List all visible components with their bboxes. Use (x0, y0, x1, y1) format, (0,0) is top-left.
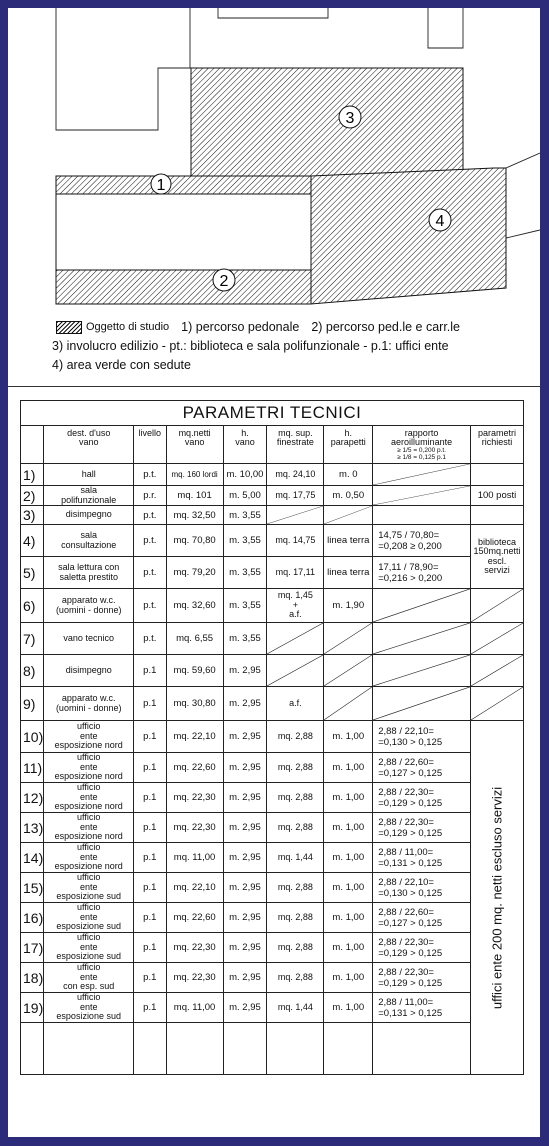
header-rapporto-sub: ≥ 1/5 = 0,200 p.t. ≥ 1/8 = 0,125 p.1 (397, 447, 447, 461)
row-number: 13) (21, 813, 44, 843)
table-row (21, 813, 524, 843)
table-row (21, 464, 524, 486)
row-number: 17) (21, 933, 44, 963)
row-destination: disimpegno (44, 655, 134, 687)
row-number: 6) (21, 589, 44, 623)
header-parametri: parametri richiesti (470, 426, 523, 464)
row-level: p.1 (134, 933, 167, 963)
row-destination: sala lettura con saletta prestito (44, 557, 134, 589)
row-ratio: 2,88 / 22,60= =0,127 > 0,125 (373, 753, 471, 783)
row-parapet (324, 623, 373, 655)
diagonal-line (373, 687, 470, 720)
row-parapet: m. 1,00 (324, 813, 373, 843)
row-number: 3) (21, 506, 44, 525)
row-area: mq. 32,60 (166, 589, 223, 623)
table-row (21, 557, 524, 589)
row-window-area: mq. 1,44 (267, 993, 324, 1023)
row-window-area: a.f. (267, 687, 324, 721)
row-destination: ufficio ente esposizione nord (44, 753, 134, 783)
row-area: mq. 160 lordi (166, 464, 223, 486)
row-destination: sala polifunzionale (44, 486, 134, 506)
row-number: 14) (21, 843, 44, 873)
param-biblioteca: biblioteca 150mq.netti escl. servizi (470, 525, 523, 589)
parameters-table (20, 400, 524, 1075)
table-row (21, 589, 524, 623)
table-row (21, 525, 524, 557)
table-row (21, 933, 524, 963)
row-ratio (373, 655, 471, 687)
param-cell (470, 623, 523, 655)
row-destination: ufficio ente esposizione sud (44, 993, 134, 1023)
row-ratio (373, 464, 471, 486)
row-area: mq. 79,20 (166, 557, 223, 589)
row-parapet: m. 1,00 (324, 843, 373, 873)
diagonal-line (373, 486, 470, 505)
row-area: mq. 22,30 (166, 813, 223, 843)
row-area: mq. 30,80 (166, 687, 223, 721)
row-height: m. 3,55 (223, 589, 267, 623)
row-parapet: m. 1,00 (324, 873, 373, 903)
row-height: m. 3,55 (223, 525, 267, 557)
row-level: p.1 (134, 813, 167, 843)
row-level: p.t. (134, 557, 167, 589)
diagonal-line (471, 655, 523, 686)
row-window-area: mq. 2,88 (267, 963, 324, 993)
row-number: 9) (21, 687, 44, 721)
row-level: p.r. (134, 486, 167, 506)
legend-item-1: 1) percorso pedonale (181, 320, 300, 334)
row-window-area: mq. 14,75 (267, 525, 324, 557)
row-ratio: 2,88 / 22,10= =0,130 > 0,125 (373, 873, 471, 903)
row-window-area (267, 506, 324, 525)
diagonal-line (373, 589, 470, 622)
row-number: 15) (21, 873, 44, 903)
empty-cell (134, 1023, 167, 1075)
row-parapet: m. 1,00 (324, 783, 373, 813)
parameters-table-wrap (20, 400, 524, 1075)
table-row (21, 903, 524, 933)
drawing-sheet (8, 8, 540, 1137)
row-area: mq. 11,00 (166, 993, 223, 1023)
row-level: p.t. (134, 623, 167, 655)
row-number: 10) (21, 721, 44, 753)
param-cell (470, 464, 523, 486)
map-label-4: 4 (435, 213, 445, 230)
empty-cell (373, 1023, 471, 1075)
table-row (21, 687, 524, 721)
row-parapet (324, 687, 373, 721)
row-height: m. 2,95 (223, 655, 267, 687)
row-level: p.1 (134, 753, 167, 783)
row-number: 1) (21, 464, 44, 486)
row-number: 8) (21, 655, 44, 687)
row-parapet (324, 506, 373, 525)
param-uffici (470, 721, 523, 1075)
table-row (21, 753, 524, 783)
row-height: m. 2,95 (223, 753, 267, 783)
row-destination: apparato w.c. (uomini - donne) (44, 589, 134, 623)
row-destination: ufficio ente esposizione sud (44, 903, 134, 933)
area-4-garden (311, 168, 506, 304)
row-ratio: 2,88 / 22,30= =0,129 > 0,125 (373, 813, 471, 843)
row-parapet: m. 1,00 (324, 753, 373, 783)
row-destination: ufficio ente esposizione nord (44, 813, 134, 843)
row-height: m. 2,95 (223, 903, 267, 933)
header-livello: livello (134, 426, 167, 464)
row-number: 5) (21, 557, 44, 589)
header-mq: mq.netti vano (166, 426, 223, 464)
row-level: p.t. (134, 589, 167, 623)
row-level: p.1 (134, 655, 167, 687)
diagonal-line (267, 623, 323, 654)
row-height: m. 2,95 (223, 993, 267, 1023)
row-area: mq. 6,55 (166, 623, 223, 655)
table-row (21, 873, 524, 903)
row-area: mq. 22,30 (166, 933, 223, 963)
row-height: m. 5,00 (223, 486, 267, 506)
row-ratio: 14,75 / 70,80= =0,208 ≥ 0,200 (373, 525, 471, 557)
row-window-area (267, 655, 324, 687)
diagonal-line (373, 623, 470, 654)
row-ratio (373, 687, 471, 721)
row-window-area: mq. 2,88 (267, 783, 324, 813)
empty-cell (223, 1023, 267, 1075)
row-destination: disimpegno (44, 506, 134, 525)
map-label-3: 3 (345, 110, 355, 127)
row-ratio: 17,11 / 78,90= =0,216 > 0,200 (373, 557, 471, 589)
row-destination: vano tecnico (44, 623, 134, 655)
row-height: m. 2,95 (223, 933, 267, 963)
row-ratio (373, 486, 471, 506)
table-row (21, 993, 524, 1023)
row-height: m. 3,55 (223, 557, 267, 589)
row-height: m. 3,55 (223, 506, 267, 525)
area-3-building (191, 68, 463, 176)
table-row (21, 506, 524, 525)
row-parapet: m. 1,00 (324, 933, 373, 963)
row-window-area: mq. 17,11 (267, 557, 324, 589)
row-level: p.t. (134, 464, 167, 486)
table-row (21, 843, 524, 873)
site-plan (8, 8, 540, 386)
row-parapet: m. 1,00 (324, 903, 373, 933)
table-row (21, 655, 524, 687)
param-cell (470, 687, 523, 721)
row-destination: ufficio ente esposizione nord (44, 721, 134, 753)
row-area: mq. 22,30 (166, 783, 223, 813)
row-destination: ufficio ente esposizione sud (44, 873, 134, 903)
row-area: mq. 101 (166, 486, 223, 506)
row-window-area (267, 623, 324, 655)
row-window-area: mq. 2,88 (267, 933, 324, 963)
row-destination: hall (44, 464, 134, 486)
row-height: m. 2,95 (223, 813, 267, 843)
empty-cell (324, 1023, 373, 1075)
legend-swatch-label: Oggetto di studio (86, 321, 170, 333)
row-area: mq. 22,10 (166, 873, 223, 903)
row-window-area: mq. 2,88 (267, 721, 324, 753)
row-parapet: m. 1,00 (324, 993, 373, 1023)
row-window-area: mq. 2,88 (267, 873, 324, 903)
row-destination: ufficio ente esposizione nord (44, 783, 134, 813)
header-dest: dest. d'uso vano (44, 426, 134, 464)
param-cell (470, 589, 523, 623)
row-number: 16) (21, 903, 44, 933)
diagonal-line (267, 655, 323, 686)
header-h: h. vano (223, 426, 267, 464)
row-level: p.1 (134, 993, 167, 1023)
param-cell (470, 506, 523, 525)
row-ratio: 2,88 / 22,30= =0,129 > 0,125 (373, 933, 471, 963)
row-parapet: m. 1,00 (324, 963, 373, 993)
legend (52, 318, 536, 375)
row-destination: ufficio ente esposizione sud (44, 933, 134, 963)
param-uffici-label: uffici ente 200 mq. netti escluso servizi (489, 786, 505, 1009)
empty-row (21, 1023, 524, 1075)
row-area: mq. 59,60 (166, 655, 223, 687)
row-level: p.t. (134, 506, 167, 525)
row-level: p.t. (134, 525, 167, 557)
row-ratio (373, 506, 471, 525)
header-num (21, 426, 44, 464)
header-rapporto-label: rapporto aeroilluminante (391, 428, 453, 447)
row-height: m. 2,95 (223, 873, 267, 903)
row-window-area: mq. 2,88 (267, 753, 324, 783)
row-area: mq. 22,60 (166, 753, 223, 783)
legend-item-3: 3) involucro edilizio - pt.: biblioteca e sala polifunzionale - p.1: uffici ente (52, 339, 449, 353)
row-level: p.1 (134, 721, 167, 753)
row-parapet: linea terra (324, 557, 373, 589)
row-number: 7) (21, 623, 44, 655)
row-height: m. 2,95 (223, 783, 267, 813)
empty-cell (267, 1023, 324, 1075)
row-area: mq. 22,60 (166, 903, 223, 933)
header-rapporto (373, 426, 471, 464)
diagonal-line (471, 623, 523, 654)
row-ratio: 2,88 / 22,30= =0,129 > 0,125 (373, 963, 471, 993)
row-parapet: linea terra (324, 525, 373, 557)
row-height: m. 3,55 (223, 623, 267, 655)
row-height: m. 2,95 (223, 963, 267, 993)
legend-item-2: 2) percorso ped.le e carr.le (311, 320, 461, 334)
row-window-area: mq. 1,44 (267, 843, 324, 873)
row-height: m. 10,00 (223, 464, 267, 486)
row-destination: ufficio ente esposizione nord (44, 843, 134, 873)
row-destination: ufficio ente con esp. sud (44, 963, 134, 993)
table-row (21, 623, 524, 655)
row-number: 19) (21, 993, 44, 1023)
row-area: mq. 22,30 (166, 963, 223, 993)
table-row (21, 963, 524, 993)
row-window-area: mq. 17,75 (267, 486, 324, 506)
table-row (21, 486, 524, 506)
row-ratio: 2,88 / 22,10= =0,130 > 0,125 (373, 721, 471, 753)
divider (8, 386, 540, 387)
empty-cell (44, 1023, 134, 1075)
diagonal-line (324, 655, 372, 686)
area-2-road (56, 270, 311, 304)
table-row (21, 783, 524, 813)
row-level: p.1 (134, 963, 167, 993)
row-area: mq. 70,80 (166, 525, 223, 557)
map-label-2: 2 (219, 273, 229, 290)
diagonal-line (324, 506, 372, 524)
map-label-1: 1 (156, 177, 166, 194)
row-level: p.1 (134, 843, 167, 873)
row-ratio: 2,88 / 22,60= =0,127 > 0,125 (373, 903, 471, 933)
row-parapet: m. 1,90 (324, 589, 373, 623)
row-window-area: mq. 1,45 + a.f. (267, 589, 324, 623)
table-title: PARAMETRI TECNICI (21, 401, 524, 426)
hatch-swatch (56, 321, 82, 334)
row-parapet (324, 655, 373, 687)
row-area: mq. 32,50 (166, 506, 223, 525)
row-height: m. 2,95 (223, 843, 267, 873)
row-window-area: mq. 2,88 (267, 813, 324, 843)
diagonal-line (471, 687, 523, 720)
row-level: p.1 (134, 873, 167, 903)
empty-cell (21, 1023, 44, 1075)
row-height: m. 2,95 (223, 721, 267, 753)
row-window-area: mq. 2,88 (267, 903, 324, 933)
diagonal-line (373, 655, 470, 686)
table-row (21, 721, 524, 753)
row-number: 4) (21, 525, 44, 557)
row-ratio (373, 589, 471, 623)
param-cell (470, 655, 523, 687)
row-ratio: 2,88 / 11,00= =0,131 > 0,125 (373, 993, 471, 1023)
legend-item-4: 4) area verde con sedute (52, 358, 191, 372)
diagonal-line (324, 687, 372, 720)
row-parapet: m. 0,50 (324, 486, 373, 506)
diagonal-line (373, 464, 470, 485)
row-window-area: mq. 24,10 (267, 464, 324, 486)
row-number: 11) (21, 753, 44, 783)
row-destination: sala consultazione (44, 525, 134, 557)
diagonal-line (267, 506, 323, 524)
row-ratio: 2,88 / 22,30= =0,129 > 0,125 (373, 783, 471, 813)
row-destination: apparato w.c. (uomini - donne) (44, 687, 134, 721)
diagonal-line (324, 623, 372, 654)
row-level: p.1 (134, 903, 167, 933)
row-level: p.1 (134, 687, 167, 721)
header-sup: mq. sup. finestrate (267, 426, 324, 464)
row-ratio: 2,88 / 11,00= =0,131 > 0,125 (373, 843, 471, 873)
row-ratio (373, 623, 471, 655)
row-area: mq. 22,10 (166, 721, 223, 753)
row-parapet: m. 0 (324, 464, 373, 486)
row-number: 18) (21, 963, 44, 993)
row-area: mq. 11,00 (166, 843, 223, 873)
row-number: 2) (21, 486, 44, 506)
diagonal-line (471, 589, 523, 622)
row-parapet: m. 1,00 (324, 721, 373, 753)
empty-cell (166, 1023, 223, 1075)
row-number: 12) (21, 783, 44, 813)
row-height: m. 2,95 (223, 687, 267, 721)
header-parapetti: h. parapetti (324, 426, 373, 464)
param-posti: 100 posti (470, 486, 523, 506)
row-level: p.1 (134, 783, 167, 813)
